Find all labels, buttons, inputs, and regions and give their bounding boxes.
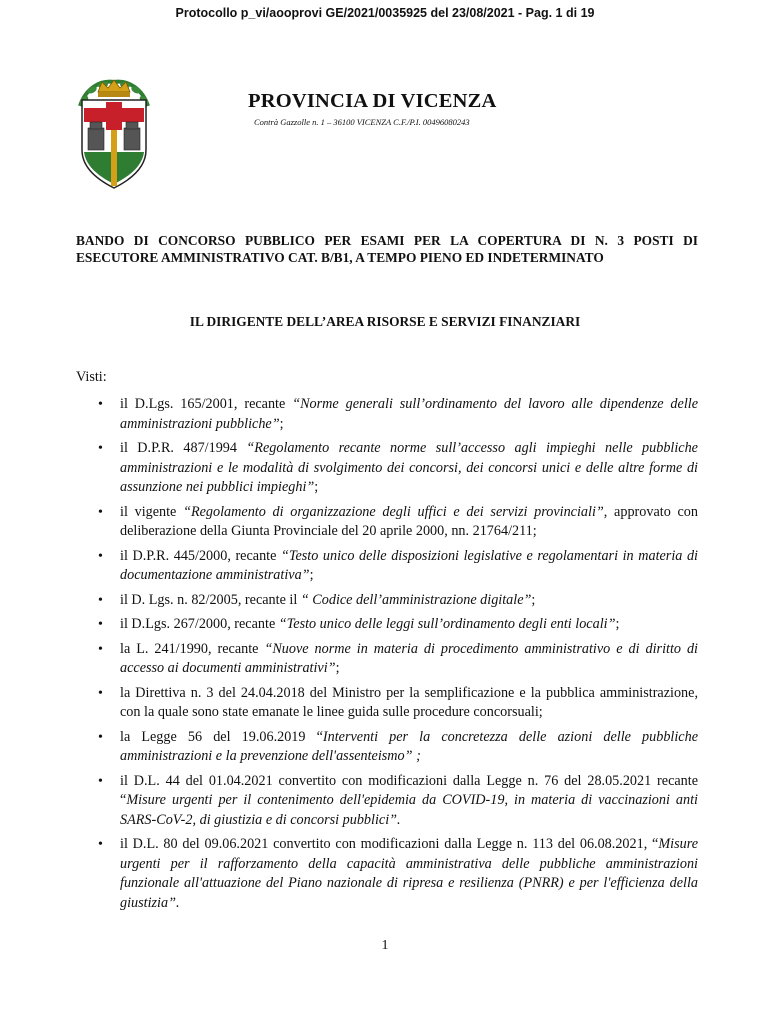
list-item: • il D.P.R. 445/2000, recante “Testo unico delle disposizioni legislative e regolamentari in materia di documentazione amministrativa”; bbox=[76, 547, 698, 586]
province-crest-icon bbox=[76, 78, 152, 190]
list-item: • il D.Lgs. 165/2001, recante “Norme generali sull’ordinamento del lavoro alle dipendenze delle amministrazioni pubbliche”; bbox=[76, 395, 698, 434]
page-number: 1 bbox=[381, 938, 389, 953]
list-item: • la Direttiva n. 3 del 24.04.2018 del Ministro per la semplificazione e la pubblica amministrazione, con la quale sono state emanate le linee guida sulle procedure concorsuali; bbox=[76, 684, 698, 723]
list-item: • il D.L. 44 del 01.04.2021 convertito con modificazioni dalla Legge n. 76 del 28.05.2021 recante “Misure urgenti per il contenimento dell'epidemia da COVID-19, in materia di vaccinazioni anti SARS-CoV-2, di giustizia e di concorsi pubblici”. bbox=[76, 772, 698, 831]
list-item: • il D.P.R. 487/1994 “Regolamento recante norme sull’accesso agli impieghi nelle pubbliche amministrazioni e le modalità di svolgimento dei concorsi, dei concorsi unici e delle altre forme di assunzione nei pubblici impieghi”; bbox=[76, 439, 698, 498]
list-item: • la Legge 56 del 19.06.2019 “Interventi per la concretezza delle azioni delle pubbliche amministrazioni e la prevenzione dell'assenteismo” ; bbox=[76, 728, 698, 767]
protocol-header: Protocollo p_vi/aooprovi GE/2021/0035925 del 23/08/2021 - Pag. 1 di 19 bbox=[175, 6, 595, 20]
list-item: • il D.L. 80 del 09.06.2021 convertito con modificazioni dalla Legge n. 113 del 06.08.2021, “Misure urgenti per il rafforzamento della capacità amministrativa delle pubbliche amministrazioni funzionale all'attuazione del Piano nazionale di ripresa e resilienza (PNRR) e per l'efficienza della giustizia”. bbox=[76, 835, 698, 913]
list-item: • il vigente “Regolamento di organizzazione degli uffici e dei servizi provinciali”, approvato con deliberazione della Giunta Provinciale del 20 aprile 2000, nn. 21764/211; bbox=[76, 503, 698, 542]
province-title: PROVINCIA DI VICENZA bbox=[248, 90, 497, 112]
list-item: • il D. Lgs. n. 82/2005, recante il “ Codice dell’amministrazione digitale”; bbox=[76, 591, 698, 611]
visti-label: Visti: bbox=[76, 369, 107, 385]
visti-list bbox=[76, 395, 698, 918]
list-item: • il D.Lgs. 267/2000, recante “Testo unico delle leggi sull’ordinamento degli enti locali”; bbox=[76, 615, 698, 635]
list-item: • la L. 241/1990, recante “Nuove norme in materia di procedimento amministrativo e di diritto di accesso ai documenti amministrativi”; bbox=[76, 640, 698, 679]
dirigente-heading: IL DIRIGENTE DELL’AREA RISORSE E SERVIZI FINANZIARI bbox=[189, 314, 581, 329]
bando-title: BANDO DI CONCORSO PUBBLICO PER ESAMI PER LA COPERTURA DI N. 3 POSTI DI ESECUTORE AMMINISTRATIVO CAT. B/B1, A TEMPO PIENO ED INDETERMINATO bbox=[76, 233, 698, 265]
province-address: Contrà Gazzolle n. 1 – 36100 VICENZA C.F./P.I. 00496080243 bbox=[254, 117, 470, 127]
